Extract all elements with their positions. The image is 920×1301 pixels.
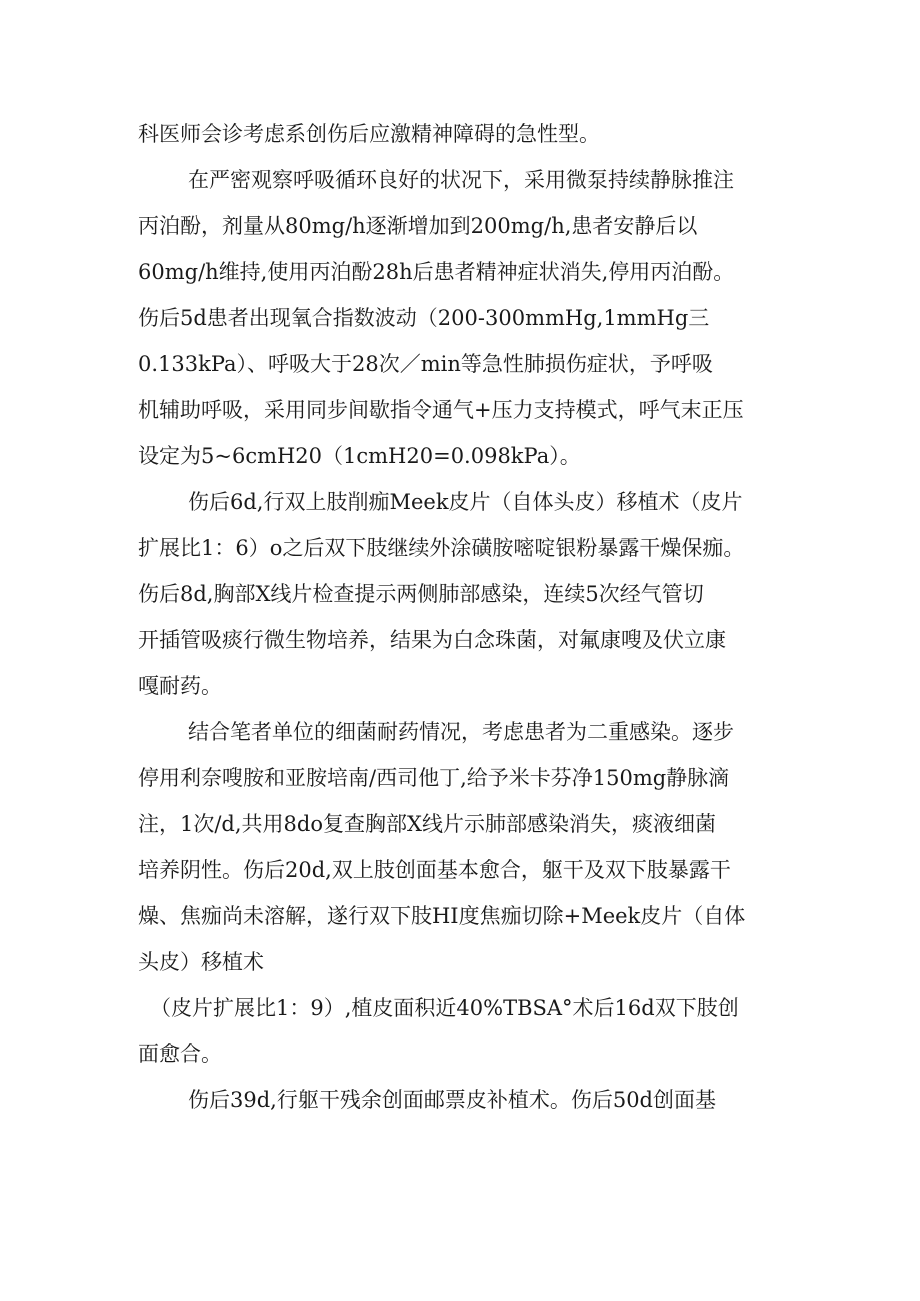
paragraph-start-line: 在严密观察呼吸循环良好的状况下，采用微泵持续静脉推注 xyxy=(188,168,734,192)
text-line: 停用利奈嗖胺和亚胺培南/西司他丁,给予米卡芬净150mg静脉滴 xyxy=(138,766,730,790)
text-line: 机辅助呼吸，采用同步间歇指令通气+压力支持模式，呼气末正压 xyxy=(138,398,744,422)
text-line: （皮片扩展比1：9）,植皮面积近40%TBSA°术后16d双下肢创 xyxy=(150,996,739,1020)
text-line: 丙泊酚，剂量从80mg/h逐渐增加到200mg/h,患者安静后以 xyxy=(138,214,698,238)
text-line: 扩展比1：6）o之后双下肢继续外涂磺胺嘧啶银粉暴露干燥保痂。 xyxy=(138,536,745,560)
text-line: 面愈合。 xyxy=(138,1042,222,1066)
document-body xyxy=(138,111,800,1123)
text-line: 0.133kPa）、呼吸大于28次／min等急性肺损伤症状，予呼吸 xyxy=(138,352,713,376)
text-line: 科医师会诊考虑系创伤后应激精神障碍的急性型。 xyxy=(138,122,600,146)
text-line: 注，1次/d,共用8do复查胸部X线片示肺部感染消失，痰液细菌 xyxy=(138,812,716,836)
text-line: 伤后5d患者出现氧合指数波动（200-300mmHg,1mmHg三 xyxy=(138,306,710,330)
paragraph-start-line: 结合笔者单位的细菌耐药情况，考虑患者为二重感染。逐步 xyxy=(188,720,734,744)
text-line: 燥、焦痂尚未溶解，遂行双下肢HI度焦痂切除+Meek皮片（自体 xyxy=(138,904,746,928)
text-line: 设定为5~6cmH20（1cmH20=0.098kPa）。 xyxy=(138,444,581,468)
text-line: 头皮）移植术 xyxy=(138,950,264,974)
paragraph-start-line: 伤后39d,行躯干残余创面邮票皮补植术。伤后50d创面基 xyxy=(188,1088,717,1112)
text-line: 培养阴性。伤后20d,双上肢创面基本愈合，躯干及双下肢暴露干 xyxy=(138,858,731,882)
text-line: 嘎耐药。 xyxy=(138,674,222,698)
text-line: 伤后8d,胸部X线片检查提示两侧肺部感染，连续5次经气管切 xyxy=(138,582,704,606)
paragraph-start-line: 伤后6d,行双上肢削痂Meek皮片（自体头皮）移植术（皮片 xyxy=(188,490,743,514)
text-line: 开插管吸痰行微生物培养，结果为白念珠菌，对氟康嗖及伏立康 xyxy=(138,628,726,652)
text-line: 60mg/h维持,使用丙泊酚28h后患者精神症状消失,停用丙泊酚。 xyxy=(138,260,735,284)
